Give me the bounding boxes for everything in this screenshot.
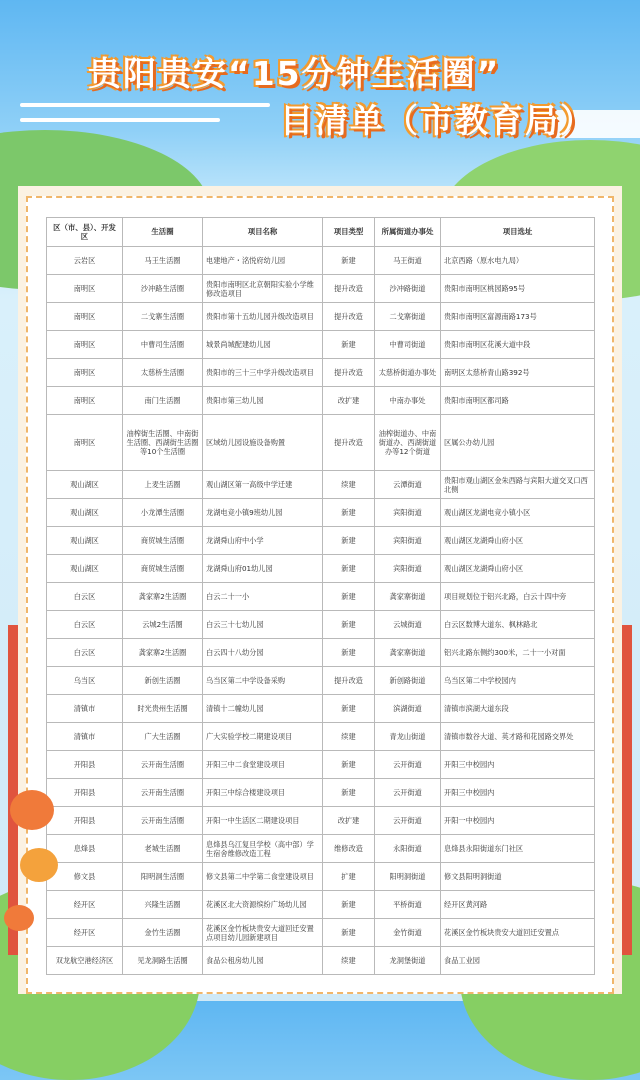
page-title-line1: 贵阳贵安“15分钟生活圈” xyxy=(88,54,501,93)
table-cell: 云开南生活圈 xyxy=(123,807,203,835)
table-row xyxy=(47,835,595,863)
table-row xyxy=(47,583,595,611)
table-cell: 南明区 xyxy=(47,415,123,471)
table-cell: 新建 xyxy=(323,555,375,583)
table-cell: 南明区 xyxy=(47,331,123,359)
page-title-line2: 目清单（市教育局） xyxy=(280,101,595,140)
table-cell: 新建 xyxy=(323,527,375,555)
table-cell: 开阳三中二食堂建设项目 xyxy=(203,751,323,779)
table-cell: 龚家寨街道 xyxy=(375,583,441,611)
table-cell: 花溪区金竹板块贵安大道回迁安置点 xyxy=(441,919,595,947)
table-row xyxy=(47,723,595,751)
table-cell: 贵阳市南明区花溪大道中段 xyxy=(441,331,595,359)
table-cell: 见龙洞路生活圈 xyxy=(123,947,203,975)
table-row xyxy=(47,303,595,331)
table-cell: 续建 xyxy=(323,471,375,499)
table-row xyxy=(47,331,595,359)
table-cell: 龙湖舜山府中小学 xyxy=(203,527,323,555)
table-cell: 南明区 xyxy=(47,303,123,331)
table-cell: 白云区 xyxy=(47,639,123,667)
table-cell: 金竹生活圈 xyxy=(123,919,203,947)
table-cell: 油榨街道办、中南街道办、西湖街道办等12个街道 xyxy=(375,415,441,471)
table-cell: 云岩区 xyxy=(47,247,123,275)
table-cell: 经开区 xyxy=(47,891,123,919)
table-cell: 云城2生活圈 xyxy=(123,611,203,639)
project-table xyxy=(46,217,595,975)
table-cell: 阳明洞街道 xyxy=(375,863,441,891)
flower-decoration xyxy=(4,905,34,931)
table-cell: 中曹司生活圈 xyxy=(123,331,203,359)
table-cell: 改扩建 xyxy=(323,387,375,415)
table-cell: 商贸城生活圈 xyxy=(123,527,203,555)
table-cell: 青龙山街道 xyxy=(375,723,441,751)
table-cell: 新建 xyxy=(323,639,375,667)
table-cell: 太慈桥街道办事处 xyxy=(375,359,441,387)
table-row xyxy=(47,611,595,639)
table-cell: 清镇市 xyxy=(47,723,123,751)
table-cell: 广大生活圈 xyxy=(123,723,203,751)
table-cell: 息烽县永阳街道东门社区 xyxy=(441,835,595,863)
table-cell: 二戈寨街道 xyxy=(375,303,441,331)
table-cell: 贵阳市第十五幼儿园升级改造项目 xyxy=(203,303,323,331)
table-cell: 龙洞堡街道 xyxy=(375,947,441,975)
table-row xyxy=(47,247,595,275)
table-cell: 新创生活圈 xyxy=(123,667,203,695)
table-cell: 太慈桥生活圈 xyxy=(123,359,203,387)
table-cell: 新建 xyxy=(323,499,375,527)
table-row xyxy=(47,415,595,471)
title-decoration-line xyxy=(20,118,220,122)
table-cell: 龙湖舜山府01幼儿园 xyxy=(203,555,323,583)
table-cell: 观山湖区龙湖电竞小镇小区 xyxy=(441,499,595,527)
table-row xyxy=(47,639,595,667)
header-project-type: 项目类型 xyxy=(323,218,375,247)
table-cell: 花溪区金竹板块贵安大道回迁安置点项目幼儿园新建项目 xyxy=(203,919,323,947)
table-cell: 贵阳市第三幼儿园 xyxy=(203,387,323,415)
table-cell: 区属公办幼儿园 xyxy=(441,415,595,471)
table-cell: 龚家寨街道 xyxy=(375,639,441,667)
header-location: 项目选址 xyxy=(441,218,595,247)
table-cell: 新建 xyxy=(323,695,375,723)
table-cell: 续建 xyxy=(323,947,375,975)
table-cell: 清镇市滨湖大道东段 xyxy=(441,695,595,723)
table-cell: 开阳一中生活区二期建设项目 xyxy=(203,807,323,835)
table-cell: 云开街道 xyxy=(375,807,441,835)
table-cell: 铝兴北路东侧约300米，二十一小对面 xyxy=(441,639,595,667)
table-cell: 开阳县 xyxy=(47,779,123,807)
table-cell: 贵阳市南明区桃园路95号 xyxy=(441,275,595,303)
table-cell: 食品公租房幼儿园 xyxy=(203,947,323,975)
table-cell: 二戈寨生活圈 xyxy=(123,303,203,331)
table-cell: 提升改造 xyxy=(323,275,375,303)
table-cell: 提升改造 xyxy=(323,303,375,331)
table-cell: 白云四十八幼分园 xyxy=(203,639,323,667)
table-row xyxy=(47,947,595,975)
table-cell: 清镇市 xyxy=(47,695,123,723)
table-cell: 观山湖区龙湖舜山府小区 xyxy=(441,527,595,555)
table-cell: 经开区 xyxy=(47,919,123,947)
table-cell: 扩建 xyxy=(323,863,375,891)
table-cell: 白云二十一小 xyxy=(203,583,323,611)
table-cell: 开阳县 xyxy=(47,751,123,779)
table-row xyxy=(47,919,595,947)
table-cell: 马王街道 xyxy=(375,247,441,275)
table-cell: 平桥街道 xyxy=(375,891,441,919)
table-row xyxy=(47,807,595,835)
table-cell: 宾阳街道 xyxy=(375,555,441,583)
table-row xyxy=(47,695,595,723)
table-cell: 贵阳市南明区富源南路173号 xyxy=(441,303,595,331)
table-cell: 新建 xyxy=(323,247,375,275)
header-street-office: 所属街道办事处 xyxy=(375,218,441,247)
table-cell: 城景尚城配建幼儿园 xyxy=(203,331,323,359)
table-cell: 金竹街道 xyxy=(375,919,441,947)
table-cell: 新建 xyxy=(323,919,375,947)
table-cell: 上麦生活圈 xyxy=(123,471,203,499)
table-cell: 贵阳市南明区都司路 xyxy=(441,387,595,415)
table-cell: 观山湖区第一高级中学迁建 xyxy=(203,471,323,499)
flower-decoration xyxy=(10,790,54,830)
table-cell: 中曹司街道 xyxy=(375,331,441,359)
table-cell: 修文县阳明洞街道 xyxy=(441,863,595,891)
table-row xyxy=(47,779,595,807)
header-life-circle: 生活圈 xyxy=(123,218,203,247)
table-cell: 提升改造 xyxy=(323,415,375,471)
table-cell: 新建 xyxy=(323,611,375,639)
table-cell: 提升改造 xyxy=(323,667,375,695)
table-cell: 食品工业园 xyxy=(441,947,595,975)
table-cell: 南门生活圈 xyxy=(123,387,203,415)
table-cell: 开阳县 xyxy=(47,807,123,835)
table-cell: 宾阳街道 xyxy=(375,527,441,555)
table-cell: 云开南生活圈 xyxy=(123,751,203,779)
table-cell: 南明区 xyxy=(47,275,123,303)
table-cell: 改扩建 xyxy=(323,807,375,835)
table-cell: 新建 xyxy=(323,751,375,779)
table-cell: 北京西路（原水电九局） xyxy=(441,247,595,275)
table-cell: 滨湖街道 xyxy=(375,695,441,723)
table-cell: 时光贵州生活圈 xyxy=(123,695,203,723)
table-cell: 乌当区第二中学校园内 xyxy=(441,667,595,695)
table-cell: 白云三十七幼儿园 xyxy=(203,611,323,639)
table-cell: 修文县第二中学第二食堂建设项目 xyxy=(203,863,323,891)
table-cell: 贵阳市观山湖区金朱西路与宾阳大道交叉口西北侧 xyxy=(441,471,595,499)
table-row xyxy=(47,387,595,415)
table-cell: 新建 xyxy=(323,779,375,807)
table-cell: 观山湖区 xyxy=(47,499,123,527)
header-district: 区（市、县）、开发区 xyxy=(47,218,123,247)
table-row xyxy=(47,863,595,891)
table-cell: 沙冲路生活圈 xyxy=(123,275,203,303)
table-cell: 双龙航空港经济区 xyxy=(47,947,123,975)
header-project-name: 项目名称 xyxy=(203,218,323,247)
table-cell: 维修改造 xyxy=(323,835,375,863)
flower-decoration xyxy=(20,848,58,882)
table-row xyxy=(47,891,595,919)
table-cell: 小龙潭生活圈 xyxy=(123,499,203,527)
table-cell: 龚家寨2生活圈 xyxy=(123,583,203,611)
table-cell: 开阳三中校园内 xyxy=(441,779,595,807)
table-cell: 观山湖区龙湖舜山府小区 xyxy=(441,555,595,583)
table-cell: 乌当区 xyxy=(47,667,123,695)
table-header-row xyxy=(47,218,595,247)
table-cell: 沙冲路街道 xyxy=(375,275,441,303)
table-cell: 提升改造 xyxy=(323,359,375,387)
table-cell: 开阳三中综合楼建设项目 xyxy=(203,779,323,807)
table-cell: 南明区太慈桥青山路392号 xyxy=(441,359,595,387)
table-cell: 修文县 xyxy=(47,863,123,891)
table-cell: 白云区 xyxy=(47,611,123,639)
table-row xyxy=(47,667,595,695)
table-cell: 区域幼儿园设施设备购置 xyxy=(203,415,323,471)
table-row xyxy=(47,499,595,527)
table-cell: 乌当区第二中学设备采购 xyxy=(203,667,323,695)
table-cell: 南明区 xyxy=(47,387,123,415)
table-cell: 永阳街道 xyxy=(375,835,441,863)
table-cell: 云开南生活圈 xyxy=(123,779,203,807)
table-cell: 云潭街道 xyxy=(375,471,441,499)
table-cell: 息烽县乌江复旦学校（高中部）学生宿舍维修改造工程 xyxy=(203,835,323,863)
table-cell: 清镇市数谷大道、英才路和花园路交界处 xyxy=(441,723,595,751)
table-cell: 观山湖区 xyxy=(47,555,123,583)
table-row xyxy=(47,751,595,779)
table-row xyxy=(47,527,595,555)
table-cell: 广大实验学校二期建设项目 xyxy=(203,723,323,751)
table-cell: 花溪区北大资源缤纷广场幼儿园 xyxy=(203,891,323,919)
table-cell: 新建 xyxy=(323,891,375,919)
table-cell: 项目规划位于铝兴北路，白云十四中旁 xyxy=(441,583,595,611)
table-cell: 南明区 xyxy=(47,359,123,387)
table-row xyxy=(47,555,595,583)
table-cell: 阳明洞生活圈 xyxy=(123,863,203,891)
table-cell: 龚家寨2生活圈 xyxy=(123,639,203,667)
table-cell: 电建地产・洺悦府幼儿园 xyxy=(203,247,323,275)
table-cell: 清镇十二幢幼儿园 xyxy=(203,695,323,723)
table-cell: 新建 xyxy=(323,331,375,359)
table-cell: 中南办事处 xyxy=(375,387,441,415)
table-cell: 新创路街道 xyxy=(375,667,441,695)
table-row xyxy=(47,275,595,303)
table-cell: 续建 xyxy=(323,723,375,751)
title-decoration-line xyxy=(20,103,270,107)
table-cell: 新建 xyxy=(323,583,375,611)
table-cell: 开阳一中校园内 xyxy=(441,807,595,835)
table-cell: 油榨街生活圈、中南街生活圈、西湖街生活圈等10个生活圈 xyxy=(123,415,203,471)
table-cell: 龙湖电竞小镇9班幼儿园 xyxy=(203,499,323,527)
table-cell: 贵阳市的三十三中学升级改造项目 xyxy=(203,359,323,387)
table-cell: 白云区 xyxy=(47,583,123,611)
table-cell: 兴隆生活圈 xyxy=(123,891,203,919)
table-cell: 老城生活圈 xyxy=(123,835,203,863)
table-row xyxy=(47,359,595,387)
table-cell: 观山湖区 xyxy=(47,527,123,555)
table-cell: 白云区数博大道东、枫林路北 xyxy=(441,611,595,639)
table-cell: 马王生活圈 xyxy=(123,247,203,275)
table-cell: 开阳三中校园内 xyxy=(441,751,595,779)
table-cell: 商贸城生活圈 xyxy=(123,555,203,583)
table-cell: 经开区黄河路 xyxy=(441,891,595,919)
table-row xyxy=(47,471,595,499)
table-cell: 观山湖区 xyxy=(47,471,123,499)
table-cell: 云城街道 xyxy=(375,611,441,639)
table-cell: 息烽县 xyxy=(47,835,123,863)
table-cell: 贵阳市南明区北京朝阳实验小学维修改造项目 xyxy=(203,275,323,303)
table-cell: 云开街道 xyxy=(375,751,441,779)
table-cell: 云开街道 xyxy=(375,779,441,807)
table-cell: 宾阳街道 xyxy=(375,499,441,527)
